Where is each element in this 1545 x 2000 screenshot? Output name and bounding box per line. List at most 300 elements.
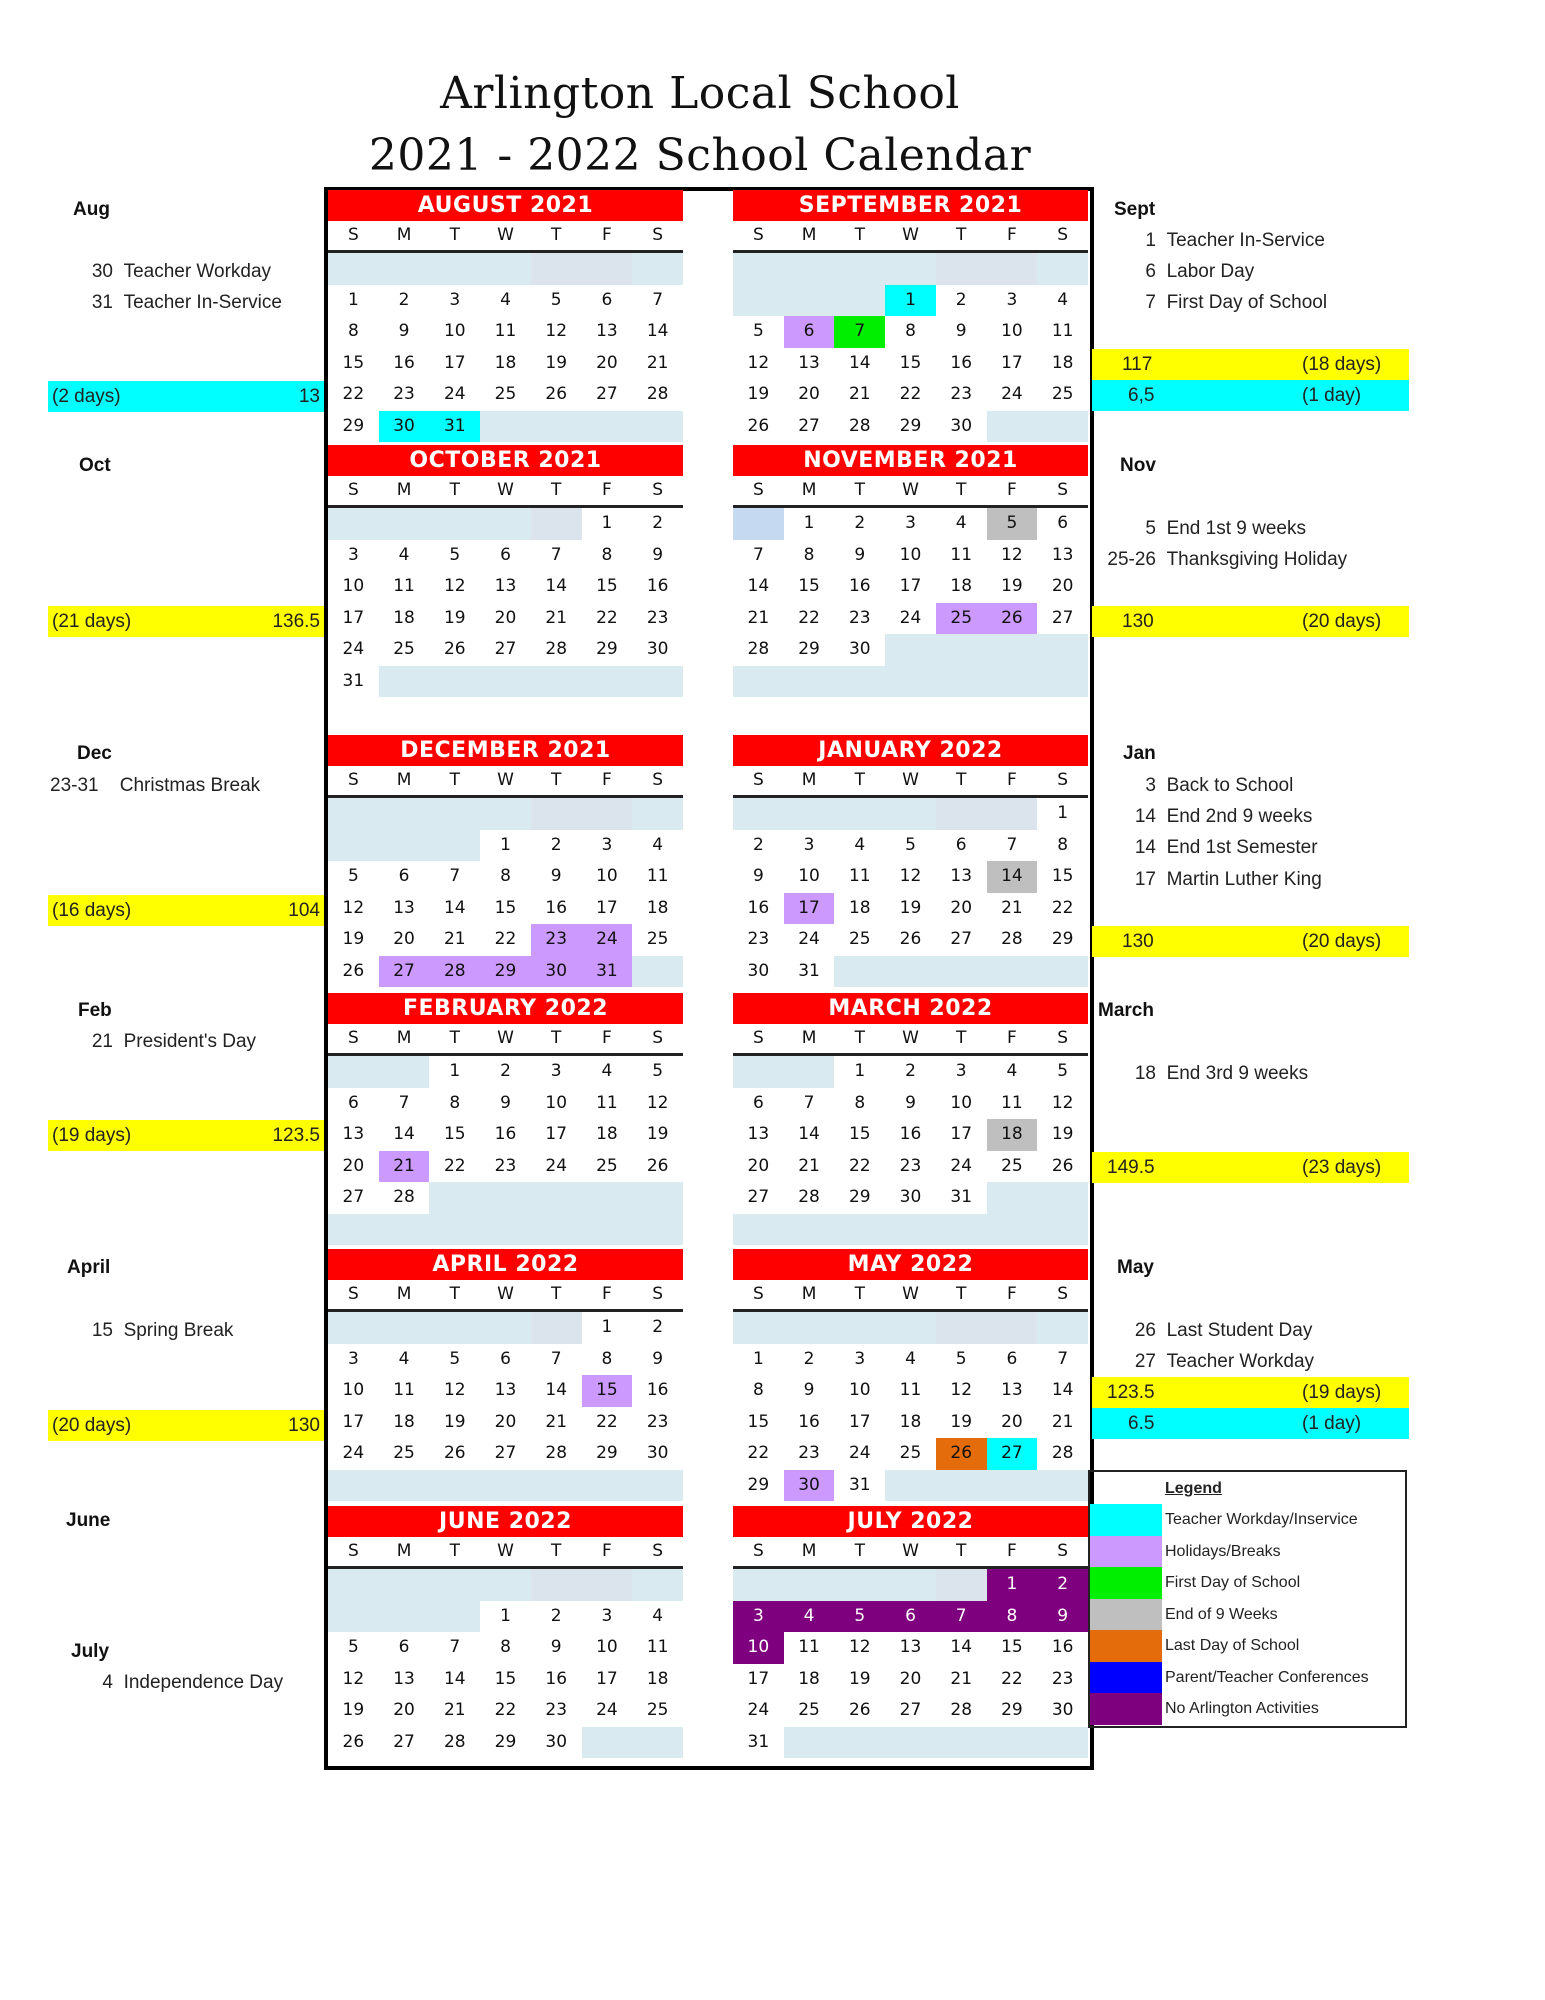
day-cell: 9 [652, 1348, 664, 1369]
note-event: 26 Last Student Day [1134, 1320, 1313, 1341]
day-cell: 12 [848, 1637, 871, 1657]
day-cell: 7 [550, 544, 562, 565]
days-grid [733, 798, 1088, 987]
empty-cell [1037, 956, 1088, 988]
month-title: FEBRUARY 2022 [328, 993, 683, 1024]
day-cell: 21 [443, 929, 466, 949]
day-cell: 11 [950, 544, 973, 565]
empty-cell [733, 285, 784, 317]
day-cell: 24 [848, 1443, 871, 1463]
day-cell: 20 [342, 1155, 365, 1176]
empty-cell [582, 411, 633, 443]
empty-cell [582, 798, 633, 830]
weekday-label: T [956, 770, 967, 790]
day-cell: 11 [798, 1637, 820, 1657]
day-cell: 29 [798, 639, 820, 659]
day-cell: 21 [545, 607, 568, 628]
day-cell: 15 [443, 1124, 466, 1144]
day-cell: 13 [393, 1668, 415, 1689]
day-cell: 20 [1051, 576, 1074, 596]
empty-cell [936, 666, 987, 698]
month-title: NOVEMBER 2021 [733, 445, 1088, 476]
empty-cell [582, 1182, 633, 1214]
weekday-label: T [854, 1028, 865, 1048]
day-cell: 24 [342, 1443, 365, 1463]
day-cell: 24 [798, 929, 820, 949]
weekday-label: T [956, 1284, 967, 1304]
empty-cell [429, 1470, 480, 1502]
empty-cell [632, 1214, 683, 1246]
weekday-label: W [902, 1284, 919, 1304]
note-event: 25-26 Thanksgiving Holiday [1107, 549, 1348, 570]
empty-cell [885, 798, 936, 830]
day-cell: 8 [500, 866, 511, 886]
day-cell: 21 [848, 384, 871, 404]
weekday-header [733, 221, 1088, 253]
empty-cell [429, 798, 480, 830]
weekday-label: S [347, 225, 359, 245]
note-event: 31 Teacher In-Service [91, 292, 282, 313]
day-cell: 13 [342, 1124, 365, 1144]
day-cell: 14 [393, 1124, 415, 1144]
day-cell: 4 [398, 1348, 410, 1369]
empty-cell [582, 1214, 633, 1246]
day-cell: 2 [803, 1348, 815, 1369]
note-event: 14 End 1st Semester [1134, 837, 1318, 858]
day-cell: 26 [747, 415, 770, 436]
note-event: 14 End 2nd 9 weeks [1134, 806, 1313, 827]
day-cell: 26 [848, 1700, 871, 1720]
weekday-label: M [801, 770, 817, 790]
day-cell: 26 [987, 603, 1038, 635]
empty-cell [480, 253, 531, 285]
weekday-label: W [497, 480, 514, 500]
day-cell: 17 [443, 352, 466, 373]
day-cell: 5 [752, 321, 764, 341]
days-summary-bar: 130 (20 days) [1092, 606, 1409, 637]
day-cell: 2 [550, 834, 562, 855]
day-cell: 26 [646, 1155, 669, 1176]
day-cell: 4 [1057, 289, 1069, 310]
day-cell: 16 [798, 1411, 820, 1432]
weekday-header [328, 476, 683, 508]
weekday-label: M [396, 1284, 412, 1304]
weekday-label: T [854, 1284, 865, 1304]
day-cell: 25 [1001, 1155, 1023, 1176]
day-cell: 26 [342, 1731, 365, 1752]
month-title: MARCH 2022 [733, 993, 1088, 1024]
day-cell: 31 [582, 956, 633, 988]
day-cell: 6 [347, 1092, 359, 1113]
empty-cell [531, 1182, 582, 1214]
empty-cell [885, 253, 936, 285]
day-cell: 29 [494, 1731, 517, 1752]
days-grid [733, 1056, 1088, 1245]
weekday-label: S [752, 1028, 764, 1048]
empty-cell [582, 1569, 633, 1601]
day-cell: 17 [848, 1411, 871, 1432]
day-cell: 25 [798, 1700, 820, 1720]
day-cell: 12 [342, 1668, 365, 1689]
day-cell: 25 [899, 1443, 922, 1463]
legend-label: Holidays/Breaks [1165, 1542, 1281, 1560]
days-grid [328, 1312, 683, 1501]
note-month-sept: Sept [1114, 199, 1156, 220]
weekday-label: M [396, 770, 412, 790]
day-cell: 28 [545, 639, 568, 659]
day-cell: 19 [443, 1411, 466, 1432]
day-cell: 27 [1051, 607, 1074, 628]
weekday-label: T [956, 225, 967, 245]
weekday-label: F [1007, 1284, 1017, 1304]
day-cell: 24 [899, 607, 922, 628]
day-cell: 18 [899, 1411, 922, 1432]
day-cell: 15 [747, 1411, 770, 1432]
empty-cell [1037, 1312, 1088, 1344]
day-cell: 7 [550, 1348, 562, 1369]
empty-cell [531, 666, 582, 698]
day-cell: 24 [545, 1155, 568, 1176]
day-cell: 1 [500, 1605, 511, 1626]
day-cell: 4 [500, 289, 511, 310]
day-cell: 29 [848, 1187, 871, 1207]
weekday-label: S [347, 770, 359, 790]
day-cell: 11 [494, 321, 517, 341]
legend-swatch [1090, 1662, 1162, 1694]
day-cell: 9 [398, 321, 410, 341]
day-cell: 10 [798, 866, 820, 886]
day-cell: 12 [1001, 544, 1023, 565]
weekday-header [733, 1537, 1088, 1569]
day-cell: 10 [545, 1092, 568, 1113]
day-cell: 9 [500, 1092, 511, 1113]
empty-cell [429, 1182, 480, 1214]
weekday-label: T [551, 770, 562, 790]
weekday-label: W [497, 225, 514, 245]
day-cell: 10 [1001, 321, 1023, 341]
legend-item [1090, 1630, 1405, 1662]
day-cell: 8 [905, 321, 916, 341]
day-cell: 22 [494, 1700, 517, 1720]
empty-cell [834, 666, 885, 698]
day-cell: 24 [950, 1155, 973, 1176]
day-cell: 25 [646, 929, 669, 949]
day-cell: 3 [550, 1061, 562, 1081]
day-cell: 7 [449, 1637, 461, 1657]
empty-cell [429, 508, 480, 540]
empty-cell [834, 1214, 885, 1246]
day-cell: 30 [646, 639, 669, 659]
day-cell: 21 [950, 1668, 973, 1689]
day-cell: 6 [500, 544, 511, 565]
weekday-header [733, 766, 1088, 798]
month-april-2022 [328, 1249, 683, 1501]
day-cell: 14 [798, 1124, 820, 1144]
day-cell: 22 [494, 929, 517, 949]
day-cell: 19 [545, 352, 568, 373]
note-event: 5 End 1st 9 weeks [1145, 518, 1306, 539]
day-cell: 20 [393, 1700, 415, 1720]
day-cell: 16 [950, 352, 973, 373]
days-summary-bar: (21 days) 136.5 [48, 606, 324, 637]
day-cell: 3 [955, 1061, 967, 1081]
empty-cell [379, 798, 430, 830]
weekday-label: T [449, 480, 460, 500]
weekday-label: S [1057, 1284, 1069, 1304]
day-cell: 6 [885, 1601, 936, 1633]
legend-swatch [1090, 1567, 1162, 1599]
days-summary-bar: 6,5 (1 day) [1092, 380, 1409, 411]
weekday-label: M [801, 1028, 817, 1048]
day-cell: 25 [596, 1155, 618, 1176]
empty-cell [784, 285, 835, 317]
day-cell: 14 [545, 576, 568, 596]
day-cell: 11 [899, 1380, 922, 1400]
empty-cell [531, 253, 582, 285]
empty-cell [1037, 666, 1088, 698]
legend-item [1090, 1504, 1405, 1536]
empty-cell [429, 1601, 480, 1633]
day-cell: 30 [950, 415, 973, 436]
day-cell: 7 [1006, 834, 1018, 855]
weekday-label: T [551, 1541, 562, 1561]
empty-cell [733, 666, 784, 698]
day-cell: 10 [596, 1637, 618, 1657]
weekday-header [733, 476, 1088, 508]
day-cell: 27 [494, 1443, 517, 1463]
day-cell: 26 [545, 384, 568, 404]
legend-item [1090, 1599, 1405, 1631]
day-cell: 30 [899, 1187, 922, 1207]
weekday-label: S [652, 225, 664, 245]
day-cell: 22 [1051, 897, 1074, 918]
empty-cell [834, 956, 885, 988]
empty-cell [379, 1470, 430, 1502]
weekday-label: T [854, 1541, 865, 1561]
day-cell: 12 [899, 866, 922, 886]
day-cell: 15 [899, 352, 922, 373]
day-cell: 9 [752, 866, 764, 886]
day-cell: 2 [550, 1605, 562, 1626]
day-cell: 7 [752, 544, 764, 565]
weekday-label: S [652, 480, 664, 500]
weekday-label: F [1007, 1541, 1017, 1561]
empty-cell [987, 1182, 1038, 1214]
weekday-label: T [551, 225, 562, 245]
day-cell: 11 [393, 576, 415, 596]
day-cell: 10 [848, 1380, 871, 1400]
day-cell: 15 [494, 1668, 517, 1689]
day-cell: 23 [646, 1411, 669, 1432]
day-cell: 19 [646, 1124, 669, 1144]
weekday-label: F [1007, 480, 1017, 500]
day-cell: 4 [955, 513, 967, 533]
empty-cell [885, 1214, 936, 1246]
day-cell: 2 [652, 513, 664, 533]
note-month-june: June [66, 1510, 111, 1531]
month-title: DECEMBER 2021 [328, 735, 683, 766]
legend-label: Teacher Workday/Inservice [1165, 1511, 1358, 1528]
note-event: 3 Back to School [1145, 775, 1294, 796]
day-cell: 30 [646, 1443, 669, 1463]
empty-cell [379, 1214, 430, 1246]
empty-cell [784, 1056, 835, 1088]
day-cell: 15 [582, 1375, 633, 1407]
day-cell: 14 [545, 1380, 568, 1400]
weekday-label: F [1007, 1028, 1017, 1048]
day-cell: 5 [449, 544, 461, 565]
day-cell: 29 [1001, 1700, 1023, 1720]
day-cell: 28 [1051, 1443, 1074, 1463]
day-cell: 1 [803, 513, 815, 533]
weekday-label: S [347, 1028, 359, 1048]
day-cell: 7 [1057, 1348, 1069, 1369]
day-cell: 7 [398, 1092, 410, 1113]
day-cell: 10 [899, 544, 922, 565]
day-cell: 9 [803, 1380, 815, 1400]
weekday-label: T [449, 1028, 460, 1048]
empty-cell [379, 1312, 430, 1344]
day-cell: 17 [342, 1411, 365, 1432]
day-cell: 18 [646, 1668, 669, 1689]
note-month-oct: Oct [79, 455, 111, 476]
note-event: 21 President's Day [91, 1031, 257, 1052]
empty-cell [834, 1312, 885, 1344]
empty-cell [429, 830, 480, 862]
day-cell: 23 [848, 607, 871, 628]
note-event: 30 Teacher Workday [91, 261, 272, 282]
day-cell: 29 [596, 1443, 618, 1463]
day-cell: 28 [848, 415, 871, 436]
day-cell: 16 [646, 1380, 669, 1400]
day-cell: 21 [747, 607, 770, 628]
day-cell: 17 [784, 893, 835, 925]
legend-swatch [1090, 1504, 1162, 1536]
empty-cell [733, 1312, 784, 1344]
day-cell: 6 [752, 1092, 764, 1113]
empty-cell [632, 1569, 683, 1601]
day-cell: 4 [601, 1061, 613, 1081]
day-cell: 23 [1051, 1668, 1074, 1689]
days-grid [733, 508, 1088, 697]
day-cell: 29 [342, 415, 365, 436]
empty-cell [733, 798, 784, 830]
days-grid [328, 1569, 683, 1758]
day-cell: 17 [1001, 352, 1023, 373]
day-cell: 23 [531, 924, 582, 956]
day-cell: 28 [545, 1443, 568, 1463]
day-cell: 14 [987, 861, 1038, 893]
day-cell: 1 [601, 1317, 613, 1337]
day-cell: 23 [798, 1443, 820, 1463]
weekday-label: S [752, 770, 764, 790]
day-cell: 4 [784, 1601, 835, 1633]
empty-cell [328, 508, 379, 540]
day-cell: 12 [1051, 1092, 1074, 1113]
days-summary-bar: 149.5 (23 days) [1092, 1152, 1409, 1183]
weekday-label: S [1057, 770, 1069, 790]
day-cell: 31 [848, 1474, 871, 1495]
day-cell: 26 [443, 1443, 466, 1463]
day-cell: 3 [601, 1605, 613, 1626]
weekday-label: W [497, 1284, 514, 1304]
empty-cell [733, 1214, 784, 1246]
page-title: Arlington Local School [440, 68, 960, 119]
day-cell: 23 [899, 1155, 922, 1176]
empty-cell [936, 634, 987, 666]
day-cell: 4 [398, 544, 410, 565]
day-cell: 8 [987, 1601, 1038, 1633]
day-cell: 23 [393, 384, 415, 404]
empty-cell [987, 956, 1038, 988]
day-cell: 25 [393, 639, 415, 659]
weekday-label: S [347, 1541, 359, 1561]
day-cell: 6 [784, 316, 835, 348]
empty-cell [784, 1214, 835, 1246]
day-cell: 4 [652, 834, 664, 855]
day-cell: 13 [899, 1637, 922, 1657]
day-cell: 7 [449, 866, 461, 886]
legend-box [1088, 1470, 1407, 1728]
empty-cell [632, 666, 683, 698]
weekday-label: T [956, 1028, 967, 1048]
day-cell: 15 [342, 352, 365, 373]
day-cell: 18 [596, 1124, 618, 1144]
day-cell: 19 [848, 1668, 871, 1689]
empty-cell [328, 1312, 379, 1344]
day-cell: 8 [347, 321, 359, 341]
day-cell: 13 [747, 1124, 770, 1144]
weekday-header [328, 221, 683, 253]
empty-cell [582, 1727, 633, 1759]
day-cell: 16 [1051, 1637, 1074, 1657]
day-cell: 25 [494, 384, 517, 404]
legend-swatch [1090, 1693, 1162, 1725]
day-cell: 19 [342, 929, 365, 949]
empty-cell [936, 253, 987, 285]
weekday-label: W [497, 770, 514, 790]
empty-cell [429, 1312, 480, 1344]
weekday-label: S [1057, 225, 1069, 245]
weekday-label: W [902, 225, 919, 245]
days-grid [328, 253, 683, 442]
weekday-label: F [602, 1028, 612, 1048]
note-month-nov: Nov [1120, 455, 1156, 476]
day-cell: 7 [834, 316, 885, 348]
note-event: 6 Labor Day [1145, 261, 1255, 282]
day-cell: 1 [1057, 803, 1069, 823]
weekday-header [733, 1024, 1088, 1056]
day-cell: 18 [798, 1668, 820, 1689]
day-cell: 16 [747, 897, 770, 918]
weekday-label: M [396, 225, 412, 245]
empty-cell [531, 411, 582, 443]
day-cell: 9 [854, 544, 866, 565]
day-cell: 16 [899, 1124, 922, 1144]
day-cell: 15 [494, 897, 517, 918]
day-cell: 22 [342, 384, 365, 404]
empty-cell [733, 253, 784, 285]
day-cell: 27 [379, 956, 430, 988]
day-cell: 21 [379, 1151, 430, 1183]
empty-cell [379, 1601, 430, 1633]
weekday-label: W [497, 1541, 514, 1561]
day-cell: 13 [393, 897, 415, 918]
day-cell: 26 [342, 960, 365, 981]
day-cell: 4 [652, 1605, 664, 1626]
day-cell: 11 [596, 1092, 618, 1113]
day-cell: 2 [1037, 1569, 1088, 1601]
